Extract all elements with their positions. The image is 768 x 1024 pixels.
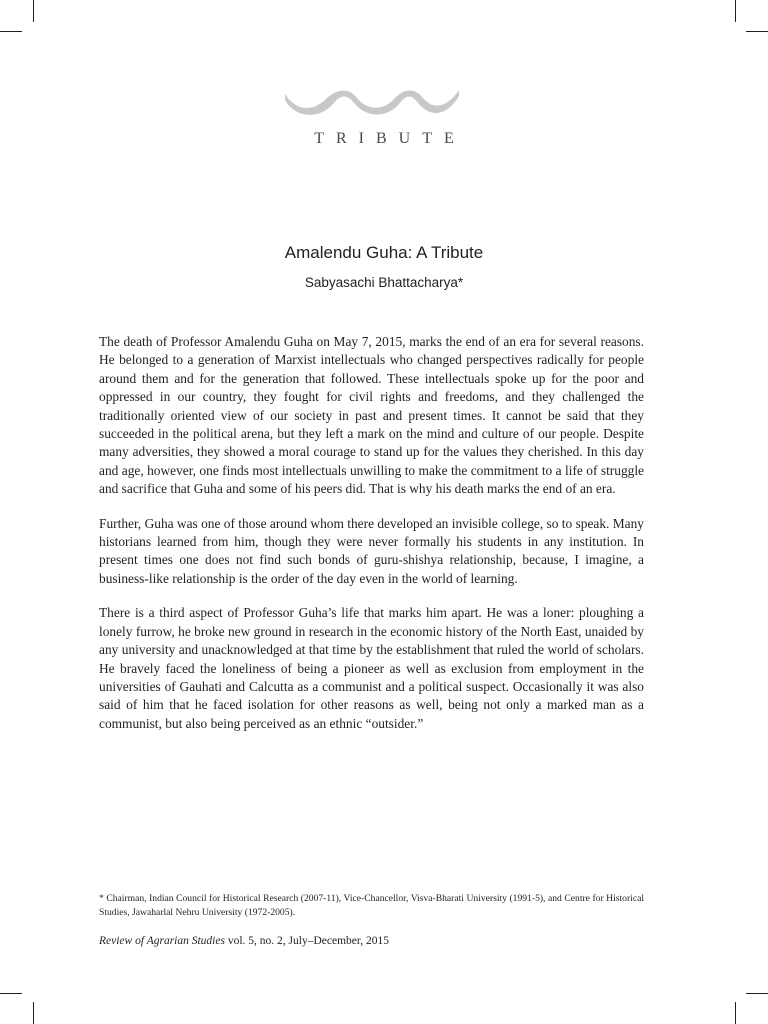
- body-paragraph: Further, Guha was one of those around whom there developed an invisible college, so to speak. Many historians learned from him, though they were never formally his students in any institution. In present times one does not find such bonds of guru-shishya relationship, because, I imagine, a business-like relationship is the order of the day even in the world of learning.: [99, 515, 644, 586]
- issue-details: vol. 5, no. 2, July–December, 2015: [224, 935, 389, 947]
- article-body: [99, 333, 644, 749]
- crop-mark-bottom-left-horizontal: [0, 993, 22, 994]
- wave-ornament-icon: [283, 86, 461, 116]
- section-label: TRIBUTE: [314, 130, 466, 147]
- crop-mark-top-right-vertical: [735, 0, 736, 22]
- crop-mark-bottom-right-vertical: [735, 1002, 736, 1024]
- journal-name: Review of Agrarian Studies: [99, 935, 225, 947]
- footnote: * Chairman, Indian Council for Historical Research (2007-11), Vice-Chancellor, Visva-Bharati University (1991-5), and Centre for Historical Studies, Jawaharlal Nehru University (1972-2005).: [99, 893, 644, 918]
- crop-mark-top-left-vertical: [33, 0, 34, 22]
- crop-mark-bottom-right-horizontal: [746, 993, 768, 994]
- article-title: Amalendu Guha: A Tribute: [284, 243, 484, 262]
- body-paragraph: There is a third aspect of Professor Guha’s life that marks him apart. He was a loner: ploughing a lonely furrow, he broke new ground in research in the economic history of the North East, unaided by any university and unacknowledged at that time by the establishment that ruled the world of scholars. He bravely faced the loneliness of being a pioneer as well as exclusion from employment in the universities of Gauhati and Calcutta as a communist and a political suspect. Occasionally it was also said of him that he faced isolation for other reasons as well, being not only a marked man as a communist, but also being perceived as an ethnic “outsider.”: [99, 605, 644, 731]
- body-paragraph: The death of Professor Amalendu Guha on May 7, 2015, marks the end of an era for several reasons. He belonged to a generation of Marxist intellectuals who changed perspectives radically for people around them and for the generation that followed. These intellectuals spoke up for the poor and oppressed in our country, they fought for civil rights and freedoms, and they challenged the traditionally oriented view of our society in past and present times. It cannot be said that they succeeded in the political arena, but they left a mark on the mind and culture of our people. Despite many adversities, they showed a moral courage to stand up for the values they cherished. In this day and age, however, one finds most intellectuals unwilling to make the commitment to a life of struggle and sacrifice that Guha and some of his peers did. That is why his death marks the end of an era.: [99, 334, 644, 497]
- crop-mark-bottom-left-vertical: [33, 1002, 34, 1024]
- author-name: Sabyasachi Bhattacharya*: [304, 275, 464, 290]
- journal-citation: [99, 933, 644, 949]
- crop-mark-top-right-horizontal: [746, 31, 768, 32]
- crop-mark-top-left-horizontal: [0, 31, 22, 32]
